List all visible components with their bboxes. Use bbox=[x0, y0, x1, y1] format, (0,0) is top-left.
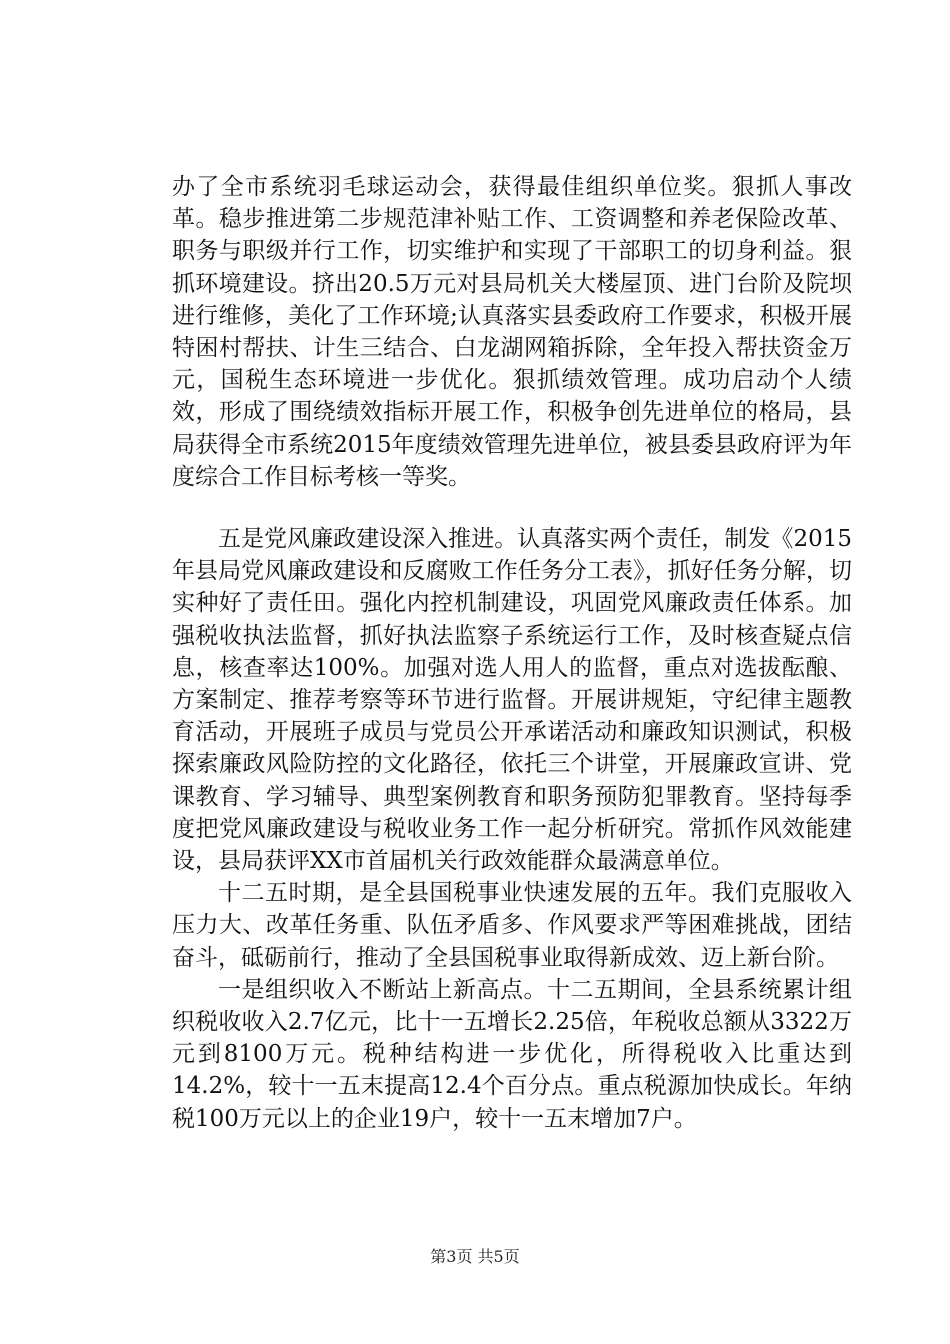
paragraph-gap bbox=[172, 493, 852, 523]
paragraph-continuation: 办了全市系统羽毛球运动会，获得最佳组织单位奖。狠抓人事改革。稳步推进第二步规范津补贴工作、工资调整和养老保险改革、职务与职级并行工作，切实维护和实现了干部职工的切身利益。狠抓环境建设。挤出20.5万元对县局机关大楼屋顶、进门台阶及院坝进行维修，美化了工作环境;认真落实县委政府工作要求，积极开展特困村帮扶、计生三结合、白龙湖网箱拆除，全年投入帮扶资金万元，国税生态环境进一步优化。狠抓绩效管理。成功启动个人绩效，形成了围绕绩效指标开展工作，积极争创先进单位的格局，县局获得全市系统2015年度绩效管理先进单位，被县委县政府评为年度综合工作目标考核一等奖。 bbox=[172, 174, 852, 490]
paragraph-revenue: 一是组织收入不断站上新高点。十二五期间，全县系统累计组织税收收入2.7亿元，比十一五增长2.25倍，年税收总额从3322万元到8100万元。税种结构进一步优化，所得税收入比重达到14.2%，较十一五末提高12.4个百分点。重点税源加快成长。年纳税100万元以上的企业19户，较十一五末增加7户。 bbox=[172, 976, 852, 1132]
page-number-footer: 第3页 共5页 bbox=[430, 1247, 520, 1266]
paragraph-party-conduct: 五是党风廉政建设深入推进。认真落实两个责任，制发《2015年县局党风廉政建设和反腐败工作任务分工表》，抓好任务分解，切实种好了责任田。强化内控机制建设，巩固党风廉政责任体系。加强税收执法监督，抓好执法监察子系统运行工作，及时核查疑点信息，核查率达100%。加强对选人用人的监督，重点对选拔酝酿、方案制定、推荐考察等环节进行监督。开展讲规矩，守纪律主题教育活动，开展班子成员与党员公开承诺活动和廉政知识测试，积极探索廉政风险防控的文化路径，依托三个讲堂，开展廉政宣讲、党课教育、学习辅导、典型案例教育和职务预防犯罪教育。坚持每季度把党风廉政建设与税收业务工作一起分析研究。常抓作风效能建设，县局获评XX市首届机关行政效能群众最满意单位。 bbox=[172, 526, 852, 875]
paragraph-twelfth-five-year: 十二五时期，是全县国税事业快速发展的五年。我们克服收入压力大、改革任务重、队伍矛盾多、作风要求严等困难挑战，团结奋斗，砥砺前行，推动了全县国税事业取得新成效、迈上新台阶。 bbox=[172, 880, 852, 971]
document-body bbox=[172, 171, 852, 1135]
